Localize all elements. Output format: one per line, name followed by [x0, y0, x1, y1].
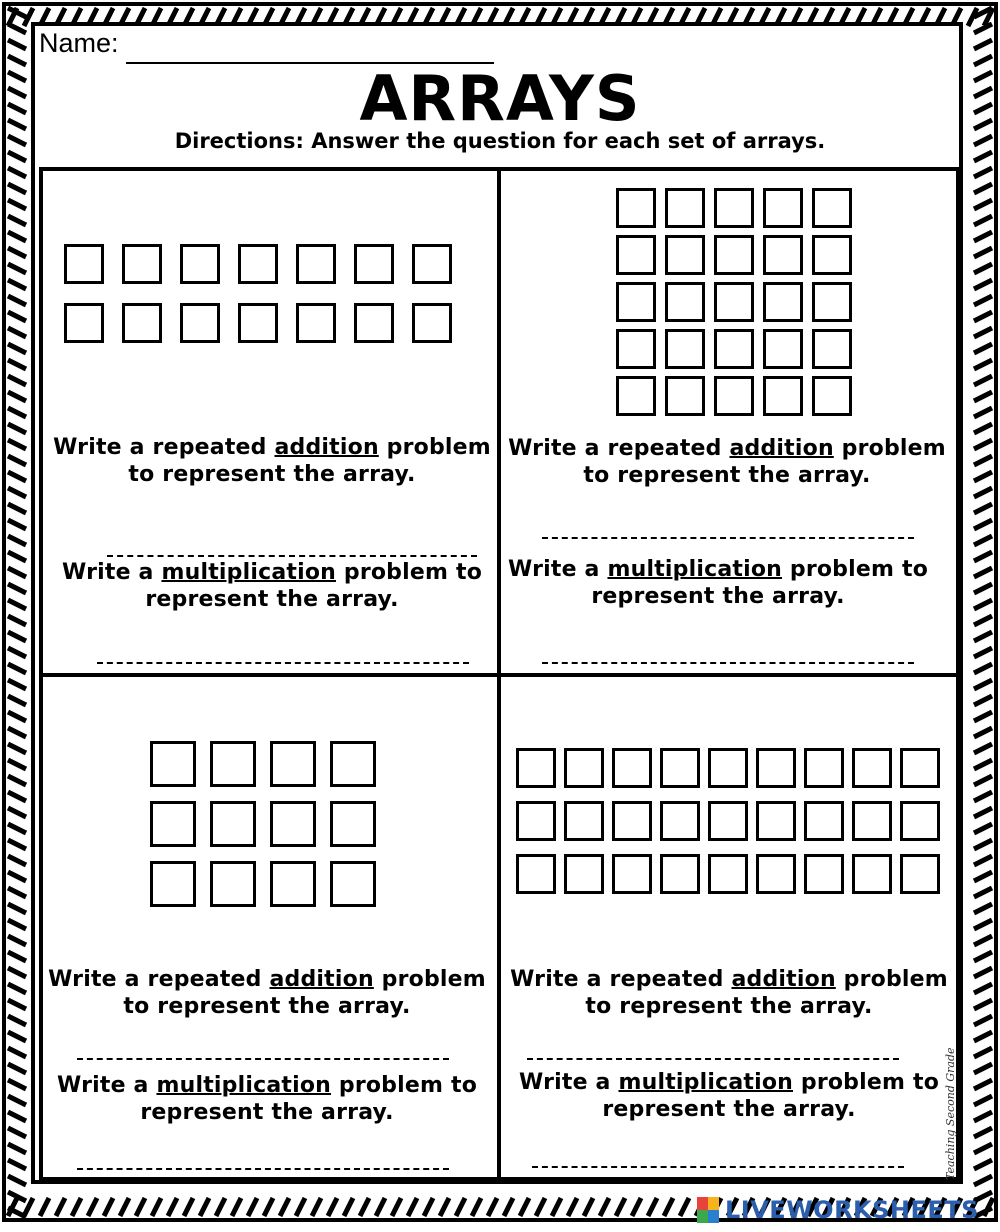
array-square [564, 801, 604, 841]
array-square [516, 801, 556, 841]
array-square [180, 244, 220, 284]
array-square [763, 329, 803, 369]
array-square [64, 244, 104, 284]
array-square [412, 303, 452, 343]
array-square [900, 748, 940, 788]
addition-answer-line[interactable] [527, 1058, 899, 1060]
array-square [812, 188, 852, 228]
array-square [122, 303, 162, 343]
addition-question: Write a repeated addition problem to represent the array. [508, 436, 946, 488]
array-square [180, 303, 220, 343]
array-square [708, 854, 748, 894]
array-square [852, 801, 892, 841]
liveworksheets-logo-icon [697, 1197, 719, 1223]
array-5x5 [616, 188, 852, 416]
array-square [756, 748, 796, 788]
addition-answer-line[interactable] [77, 1058, 449, 1060]
multiplication-answer-line[interactable] [542, 662, 914, 664]
array-square [210, 801, 256, 847]
array-square [852, 854, 892, 894]
logo-square [708, 1197, 719, 1210]
array-2x7 [64, 244, 452, 343]
array-square [812, 235, 852, 275]
array-square [616, 329, 656, 369]
multiplication-question: Write a multiplication problem to represent the array. [56, 1073, 478, 1125]
array-3x9 [516, 748, 940, 894]
array-square [660, 748, 700, 788]
array-square [150, 741, 196, 787]
array-square [714, 329, 754, 369]
name-label: Name: [39, 28, 119, 58]
logo-square [708, 1210, 719, 1223]
array-square [296, 244, 336, 284]
array-square [330, 861, 376, 907]
array-square [665, 282, 705, 322]
array-square [763, 235, 803, 275]
array-square [616, 235, 656, 275]
multiplication-question: Write a multiplication problem to represent the array. [507, 557, 929, 609]
multiplication-answer-line[interactable] [97, 662, 469, 664]
array-square [812, 376, 852, 416]
array-square [150, 801, 196, 847]
array-square [708, 748, 748, 788]
array-square [330, 801, 376, 847]
array-square [804, 748, 844, 788]
array-square [210, 861, 256, 907]
array-square [564, 748, 604, 788]
multiplication-answer-line[interactable] [77, 1168, 449, 1170]
array-square [270, 861, 316, 907]
array-square [763, 188, 803, 228]
array-square [714, 188, 754, 228]
array-square [763, 376, 803, 416]
array-square [660, 854, 700, 894]
liveworksheets-watermark [697, 1196, 979, 1224]
multiplication-question: Write a multiplication problem to represent the array. [61, 560, 483, 612]
array-square [612, 748, 652, 788]
array-square [516, 854, 556, 894]
array-square [714, 282, 754, 322]
array-square [900, 801, 940, 841]
array-square [238, 303, 278, 343]
addition-answer-line[interactable] [107, 555, 477, 557]
array-square [612, 854, 652, 894]
array-square [122, 244, 162, 284]
array-square [812, 329, 852, 369]
array-square [412, 244, 452, 284]
addition-answer-line[interactable] [542, 537, 914, 539]
array-square [612, 801, 652, 841]
array-square [665, 376, 705, 416]
array-square [714, 235, 754, 275]
array-square [270, 741, 316, 787]
addition-question: Write a repeated addition problem to represent the array. [53, 435, 491, 487]
array-square [804, 854, 844, 894]
array-square [756, 854, 796, 894]
array-3x4 [150, 741, 376, 907]
array-square [296, 303, 336, 343]
array-square [64, 303, 104, 343]
array-square [804, 801, 844, 841]
array-square [756, 801, 796, 841]
logo-square [697, 1210, 708, 1223]
grid-divider-horizontal [39, 673, 960, 677]
credit-text: Teaching Second Grade [944, 1047, 957, 1180]
array-square [708, 801, 748, 841]
addition-question: Write a repeated addition problem to represent the array. [48, 967, 486, 1019]
array-square [665, 235, 705, 275]
array-square [665, 188, 705, 228]
array-square [763, 282, 803, 322]
array-square [330, 741, 376, 787]
array-square [150, 861, 196, 907]
array-square [564, 854, 604, 894]
array-square [900, 854, 940, 894]
multiplication-answer-line[interactable] [532, 1166, 904, 1168]
array-square [616, 282, 656, 322]
directions-text: Directions: Answer the question for each set of arrays. [174, 129, 826, 153]
array-square [516, 748, 556, 788]
array-square [812, 282, 852, 322]
multiplication-question: Write a multiplication problem to represent the array. [518, 1070, 940, 1122]
array-square [616, 188, 656, 228]
worksheet-title: ARRAYS [359, 62, 641, 135]
array-square [238, 244, 278, 284]
array-square [210, 741, 256, 787]
array-square [354, 244, 394, 284]
array-square [714, 376, 754, 416]
addition-question: Write a repeated addition problem to represent the array. [510, 967, 948, 1019]
array-square [665, 329, 705, 369]
liveworksheets-text: LIVEWORKSHEETS [725, 1196, 979, 1224]
array-square [354, 303, 394, 343]
array-square [270, 801, 316, 847]
array-square [852, 748, 892, 788]
array-square [660, 801, 700, 841]
logo-square [697, 1197, 708, 1210]
array-square [616, 376, 656, 416]
